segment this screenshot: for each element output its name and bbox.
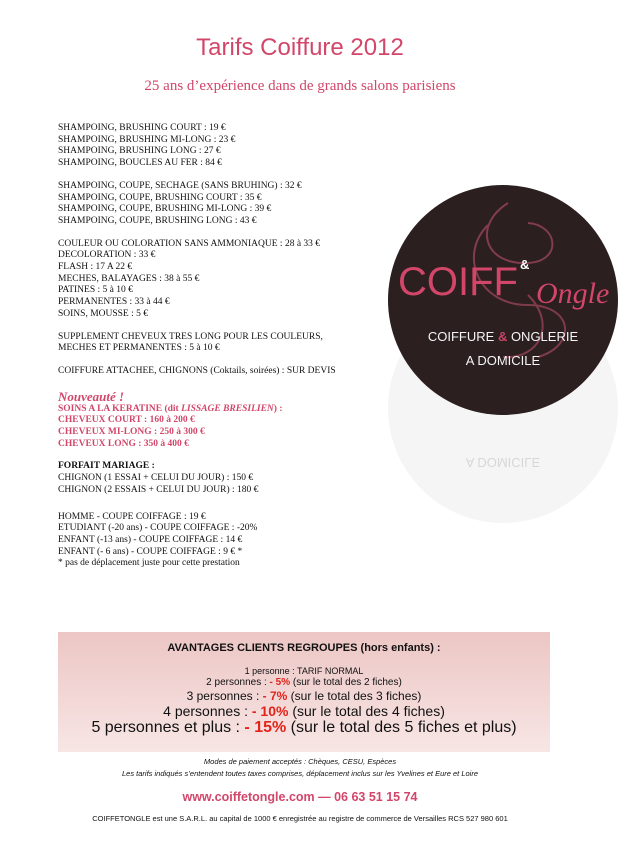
price-line: PATINES : 5 à 10 € xyxy=(58,285,133,296)
logo-brand-amp: & xyxy=(520,257,530,272)
avantage-line-3 xyxy=(58,689,550,703)
price-line: SHAMPOING, COUPE, BRUSHING LONG : 43 € xyxy=(58,215,257,226)
page-subtitle: 25 ans d’expérience dans de grands salons parisiens xyxy=(144,78,456,94)
price-group-couleur xyxy=(58,239,398,321)
price-group-supplement xyxy=(58,332,398,355)
price-line: SOINS, MOUSSE : 5 € xyxy=(58,308,149,319)
nouveaute-heading: Nouveauté ! xyxy=(58,388,125,404)
price-line: CHIGNON (2 ESSAIS + CELUI DU JOUR) : 180 € xyxy=(58,484,259,495)
price-line: SHAMPOING, BOUCLES AU FER : 84 € xyxy=(58,158,222,169)
tax-note: Les tarifs indiqués s’entendent toutes taxes comprises, déplacement inclus sur les Yvelines et Eure et Loire xyxy=(121,769,479,778)
avantage-suffix: (sur le total des 2 fiches) xyxy=(290,677,402,688)
mariage-section xyxy=(58,461,398,496)
legal-notice: COIFFETONGLE est une S.A.R.L. au capital de 1000 € enregistrée au registre de commerce de Versailles RCS 527 980 601 xyxy=(92,814,508,823)
keratine-suffix: ) : xyxy=(273,403,283,414)
logo-brand-main: COIFF xyxy=(398,260,518,304)
price-line-chignons: COIFFURE ATTACHEE, CHIGNONS (Coktails, soirées) : SUR DEVIS xyxy=(58,365,336,376)
avantage-discount: - 10% xyxy=(251,703,289,719)
logo-reflection xyxy=(388,418,618,528)
footnote: * pas de déplacement juste pour cette prestation xyxy=(58,558,240,569)
keratine-line: CHEVEUX LONG : 350 à 400 € xyxy=(58,438,189,449)
avantage-line-5 xyxy=(58,719,550,737)
price-line: MECHES ET PERMANENTES : 5 à 10 € xyxy=(58,343,220,354)
logo-tagline-suffix: ONGLERIE xyxy=(507,329,579,344)
price-line: SHAMPOING, BRUSHING COURT : 19 € xyxy=(58,123,226,133)
price-line: SHAMPOING, COUPE, BRUSHING MI-LONG : 39 € xyxy=(58,204,272,215)
payment-methods: Modes de paiement acceptés : Chèques, CESU, Espèces xyxy=(203,757,397,766)
avantage-prefix: 5 personnes et plus : xyxy=(91,719,245,736)
avantage-suffix: (sur le total des 4 fiches) xyxy=(288,703,445,719)
keratine-line: CHEVEUX COURT : 160 à 200 € xyxy=(58,415,195,426)
price-line: DECOLORATION : 33 € xyxy=(58,250,156,261)
keratine-line: CHEVEUX MI-LONG : 250 à 300 € xyxy=(58,427,205,438)
price-line: ENFANT (- 6 ans) - COUPE COIFFAGE : 9 € * xyxy=(58,546,243,557)
price-line: CHIGNON (1 ESSAI + CELUI DU JOUR) : 150 € xyxy=(58,473,254,484)
price-line: SUPPLEMENT CHEVEUX TRES LONG POUR LES COULEURS, xyxy=(58,331,323,342)
logo-reflection-circle xyxy=(388,293,618,523)
price-line: ETUDIANT (-20 ans) - COUPE COIFFAGE : -20% xyxy=(58,523,258,534)
keratine-heading xyxy=(58,404,398,416)
avantage-discount: - 15% xyxy=(244,719,287,736)
avantage-line-1: 1 personne : TARIF NORMAL xyxy=(244,666,364,676)
avantage-line-4 xyxy=(58,703,550,719)
avantage-prefix: 4 personnes : xyxy=(163,703,252,719)
keratine-italic: LISSAGE BRESILIEN xyxy=(181,403,274,414)
avantage-suffix: (sur le total des 3 fiches) xyxy=(287,689,422,703)
nouveaute-section xyxy=(58,389,398,451)
logo-tagline2: A DOMICILE xyxy=(465,353,541,368)
price-group-coupe xyxy=(58,181,398,228)
price-line: SHAMPOING, COUPE, BRUSHING COURT : 35 € xyxy=(58,192,262,203)
price-line: SHAMPOING, BRUSHING LONG : 27 € xyxy=(58,146,221,157)
price-line: PERMANENTES : 33 à 44 € xyxy=(58,297,170,308)
logo-reflection-text: A DOMICILE xyxy=(465,455,541,470)
price-line: COULEUR OU COLORATION SANS AMMONIAQUE : 28 à 33 € xyxy=(58,238,321,249)
price-line: MECHES, BALAYAGES : 38 à 55 € xyxy=(58,273,200,284)
price-group-brushing xyxy=(58,123,398,170)
logo-tagline-amp: & xyxy=(497,329,508,344)
price-list xyxy=(58,123,398,570)
price-line: SHAMPOING, BRUSHING MI-LONG : 23 € xyxy=(58,134,236,145)
avantage-discount: - 7% xyxy=(262,689,288,703)
price-line: HOMME - COUPE COIFFAGE : 19 € xyxy=(58,511,206,522)
avantage-prefix: 3 personnes : xyxy=(186,689,263,703)
avantage-line-2 xyxy=(58,677,550,688)
mariage-heading: FORFAIT MARIAGE : xyxy=(58,461,155,472)
logo-tagline-prefix: COIFFURE xyxy=(427,329,498,344)
avantages-box xyxy=(58,632,550,752)
keratine-prefix: SOINS A LA KERATINE (dit xyxy=(58,403,182,414)
avantages-title: AVANTAGES CLIENTS REGROUPES (hors enfants) : xyxy=(167,642,441,654)
price-line: ENFANT (-13 ans) - COUPE COIFFAGE : 14 € xyxy=(58,534,243,545)
logo-brand-second: Ongle xyxy=(536,277,610,310)
price-group-others xyxy=(58,512,398,571)
avantage-suffix: (sur le total des 5 fiches et plus) xyxy=(286,719,517,736)
avantage-prefix: 2 personnes : xyxy=(206,677,270,688)
price-line: SHAMPOING, COUPE, SECHAGE (SANS BRUHING) : 32 € xyxy=(58,180,302,191)
avantage-discount: - 5% xyxy=(269,677,291,688)
price-line: FLASH : 17 A 22 € xyxy=(58,262,133,273)
page-title: Tarifs Coiffure 2012 xyxy=(196,34,404,61)
website-contact-link[interactable]: www.coiffetongle.com — 06 63 51 15 74 xyxy=(182,790,418,804)
